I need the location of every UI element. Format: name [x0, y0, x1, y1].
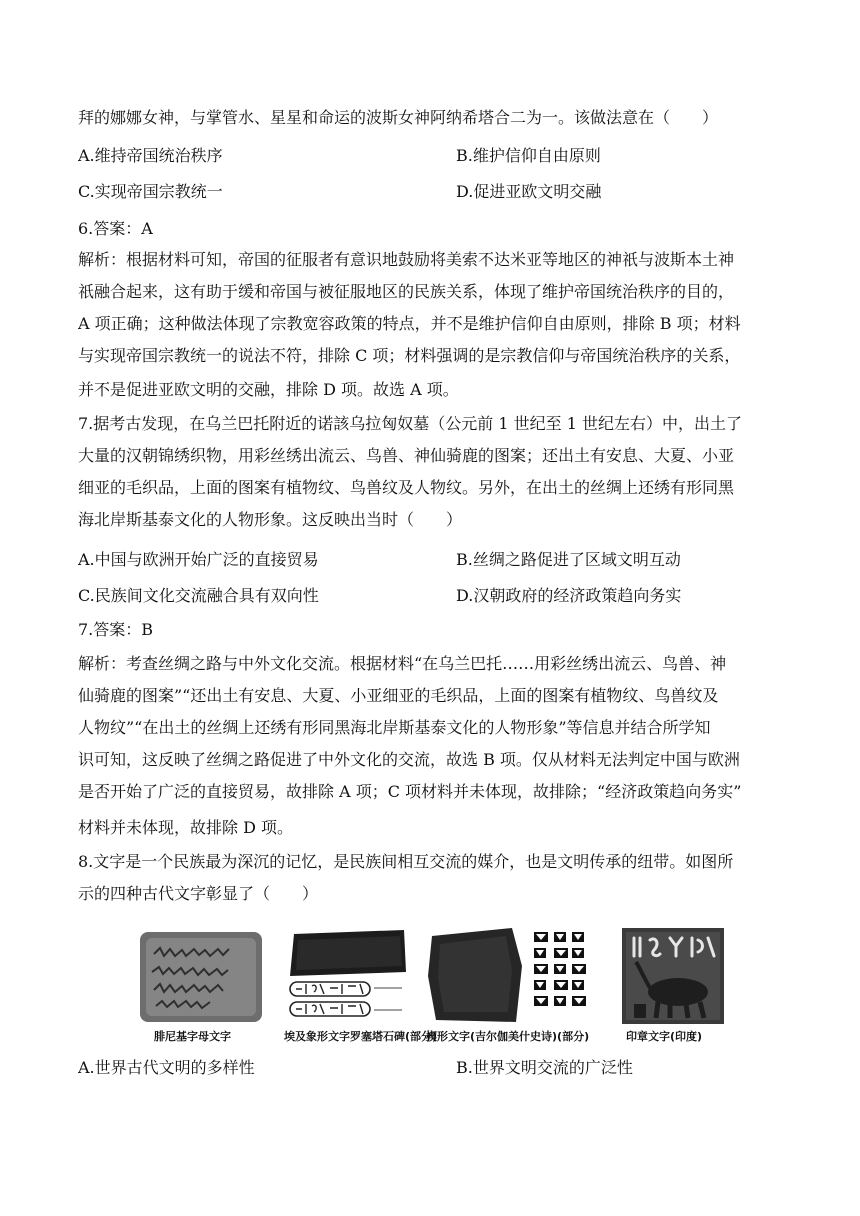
a6-answer: 6.答案：A — [78, 219, 153, 238]
a6-analysis-line: 与实现帝国宗教统一的说法不符，排除 C 项；材料强调的是宗教信仰与帝国统治秩序的关系， — [78, 346, 741, 365]
q5-option-d: D.促进亚欧文明交融 — [456, 182, 602, 201]
q5-stem: 拜的娜娜女神，与掌管水、星星和命运的波斯女神阿纳希塔合二为一。该做法意在（ ） — [78, 108, 719, 127]
indus-seal-image — [620, 926, 726, 1026]
a6-analysis-line: 解析：根据材料可知，帝国的征服者有意识地鼓励将美索不达米亚等地区的神祇与波斯本土神 — [78, 250, 735, 269]
a7-analysis-line: 识可知，这反映了丝绸之路促进了中外文化的交流，故选 B 项。仅从材料无法判定中国与欧洲 — [78, 750, 740, 769]
q8-option-b: B.世界文明交流的广泛性 — [456, 1058, 633, 1077]
a6-analysis-line: A 项正确；这种做法体现了宗教宽容政策的特点，并不是维护信仰自由原则，排除 B 项；材料 — [78, 314, 741, 333]
a7-analysis-line: 是否开始了广泛的直接贸易，故排除 A 项；C 项材料并未体现，故排除；“经济政策趋向务实” — [78, 782, 742, 801]
phoenician-tablet-image — [136, 926, 266, 1026]
q7-stem-line: 大量的汉朝锦绣织物，用彩丝绣出流云、鸟兽、神仙骑鹿的图案；还出土有安息、大夏、小亚 — [78, 446, 735, 465]
q7-stem-line: 细亚的毛织品，上面的图案有植物纹、鸟兽纹及人物纹。另外，在出土的丝绸上还绣有形同黑 — [78, 478, 735, 497]
q8-options-row-1 — [78, 1058, 790, 1078]
a6-analysis-line: 祇融合起来，这有助于缓和帝国与被征服地区的民族关系，体现了维护帝国统治秩序的目的， — [78, 282, 735, 301]
ancient-scripts-figure — [136, 926, 728, 1046]
q8-stem-line: 示的四种古代文字彰显了（ ） — [78, 884, 319, 903]
q8-stem-line: 8.文字是一个民族最为深沉的记忆，是民族间相互交流的媒介，也是文明传承的纽带。如图所 — [78, 852, 734, 871]
q7-option-c: C.民族间文化交流融合具有双向性 — [78, 586, 319, 605]
figure-caption: 楔形文字(吉尔伽美什史诗)(部分) — [426, 1030, 590, 1043]
a7-answer: 7.答案：B — [78, 620, 154, 639]
q5-options-row-2 — [78, 182, 790, 202]
a7-analysis-line: 解析：考查丝绸之路与中外文化交流。根据材料“在乌兰巴托……用彩丝绣出流云、鸟兽、神 — [78, 654, 727, 673]
figure-caption: 腓尼基字母文字 — [154, 1030, 231, 1043]
q7-stem-line: 海北岸斯基泰文化的人物形象。这反映出当时（ ） — [78, 510, 463, 529]
q7-option-a: A.中国与欧洲开始广泛的直接贸易 — [78, 550, 319, 569]
figure-caption: 印章文字(印度) — [626, 1030, 703, 1043]
figure-caption: 埃及象形文字罗塞塔石碑(部分) — [284, 1030, 438, 1043]
q7-stem-line: 7.据考古发现，在乌兰巴托附近的诺該乌拉匈奴墓（公元前 1 世纪至 1 世纪左右）中，出土了 — [78, 414, 742, 433]
a7-analysis-line: 仙骑鹿的图案”“还出土有安息、大夏、小亚细亚的毛织品，上面的图案有植物纹、鸟兽纹及 — [78, 686, 719, 705]
q8-option-a: A.世界古代文明的多样性 — [78, 1058, 255, 1077]
q5-option-a: A.维持帝国统治秩序 — [78, 146, 223, 165]
a7-analysis-line: 材料并未体现，故排除 D 项。 — [78, 818, 294, 837]
rosetta-stone-image — [284, 926, 412, 1026]
q7-options-row-2 — [78, 586, 790, 606]
q5-options-row-1 — [78, 146, 790, 166]
cuneiform-tablet-image — [426, 926, 606, 1026]
a7-analysis-line: 人物纹”“在出土的丝绸上还绣有形同黑海北岸斯基泰文化的人物形象”等信息并结合所学知 — [78, 718, 711, 737]
q5-option-c: C.实现帝国宗教统一 — [78, 182, 223, 201]
q7-option-d: D.汉朝政府的经济政策趋向务实 — [456, 586, 682, 605]
q7-options-row-1 — [78, 550, 790, 570]
q5-option-b: B.维护信仰自由原则 — [456, 146, 601, 165]
q7-option-b: B.丝绸之路促进了区域文明互动 — [456, 550, 681, 569]
a6-analysis-line: 并不是促进亚欧文明的交融，排除 D 项。故选 A 项。 — [78, 380, 459, 399]
